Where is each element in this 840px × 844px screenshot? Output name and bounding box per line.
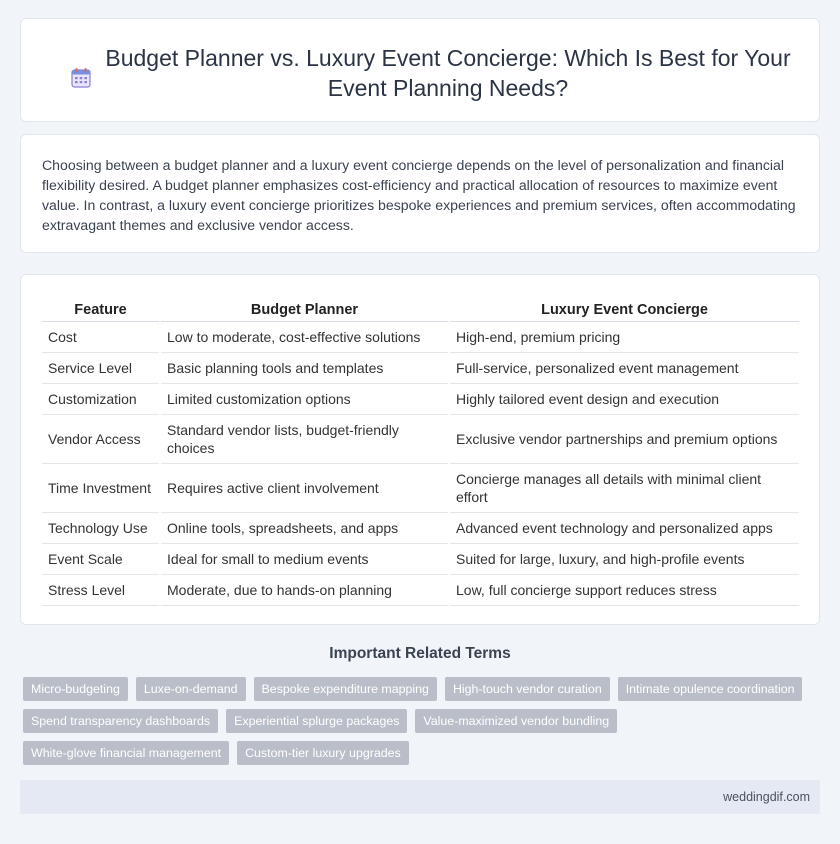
page-title: Budget Planner vs. Luxury Event Concierge: Which Is Best for Your Event Planning Needs? [105, 45, 791, 101]
luxury-cell: Exclusive vendor partnerships and premium options [449, 414, 799, 463]
table-row [42, 352, 799, 383]
feature-cell: Cost [42, 321, 160, 352]
table-row [42, 414, 799, 463]
comparison-table [42, 295, 799, 606]
footer [20, 780, 820, 814]
table-row [42, 321, 799, 352]
table-row [42, 512, 799, 543]
feature-cell: Time Investment [42, 463, 160, 512]
luxury-cell: High-end, premium pricing [449, 321, 799, 352]
budget-cell: Moderate, due to hands-on planning [160, 574, 449, 605]
table-row [42, 543, 799, 574]
header-budget-planner: Budget Planner [160, 295, 449, 321]
related-term-tag[interactable]: Intimate opulence coordination [618, 677, 803, 701]
related-term-tag[interactable]: Bespoke expenditure mapping [254, 677, 437, 701]
feature-cell: Event Scale [42, 543, 160, 574]
related-term-tag[interactable]: Luxe-on-demand [136, 677, 246, 701]
feature-cell: Vendor Access [42, 414, 160, 463]
luxury-cell: Highly tailored event design and execution [449, 383, 799, 414]
budget-cell: Requires active client involvement [160, 463, 449, 512]
feature-cell: Stress Level [42, 574, 160, 605]
luxury-cell: Low, full concierge support reduces stress [449, 574, 799, 605]
comparison-card [20, 274, 820, 625]
header-feature: Feature [42, 295, 160, 321]
budget-cell: Standard vendor lists, budget-friendly choices [160, 414, 449, 463]
feature-cell: Customization [42, 383, 160, 414]
luxury-cell: Concierge manages all details with minimal client effort [449, 463, 799, 512]
related-term-tag[interactable]: Spend transparency dashboards [23, 709, 218, 733]
related-term-tag[interactable]: Value-maximized vendor bundling [415, 709, 617, 733]
related-terms-list [23, 677, 813, 765]
related-term-tag[interactable]: Custom-tier luxury upgrades [237, 741, 409, 765]
budget-cell: Limited customization options [160, 383, 449, 414]
table-row [42, 383, 799, 414]
feature-cell: Service Level [42, 352, 160, 383]
header-luxury-concierge: Luxury Event Concierge [449, 295, 799, 321]
related-terms-heading: Important Related Terms [329, 645, 511, 662]
budget-cell: Low to moderate, cost-effective solutions [160, 321, 449, 352]
related-term-tag[interactable]: Experiential splurge packages [226, 709, 407, 733]
footer-site-link[interactable]: weddingdif.com [723, 790, 810, 804]
related-term-tag[interactable]: White-glove financial management [23, 741, 229, 765]
intro-card [20, 134, 820, 253]
related-term-tag[interactable]: High-touch vendor curation [445, 677, 610, 701]
luxury-cell: Advanced event technology and personalized apps [449, 512, 799, 543]
budget-cell: Ideal for small to medium events [160, 543, 449, 574]
luxury-cell: Full-service, personalized event management [449, 352, 799, 383]
related-term-tag[interactable]: Micro-budgeting [23, 677, 128, 701]
intro-paragraph: Choosing between a budget planner and a luxury event concierge depends on the level of personalization and financial flexibility desired. A budget planner emphasizes cost-efficiency and practical allocation of resources to maximize event value. In contrast, a luxury event concierge prioritizes bespoke experiences and premium services, often accommodating extravagant themes and exclusive vendor access. [42, 157, 796, 233]
feature-cell: Technology Use [42, 512, 160, 543]
calendar-icon [70, 67, 92, 89]
luxury-cell: Suited for large, luxury, and high-profile events [449, 543, 799, 574]
table-header-row [42, 295, 799, 321]
budget-cell: Online tools, spreadsheets, and apps [160, 512, 449, 543]
table-row [42, 574, 799, 605]
table-row [42, 463, 799, 512]
budget-cell: Basic planning tools and templates [160, 352, 449, 383]
title-card [20, 18, 820, 122]
